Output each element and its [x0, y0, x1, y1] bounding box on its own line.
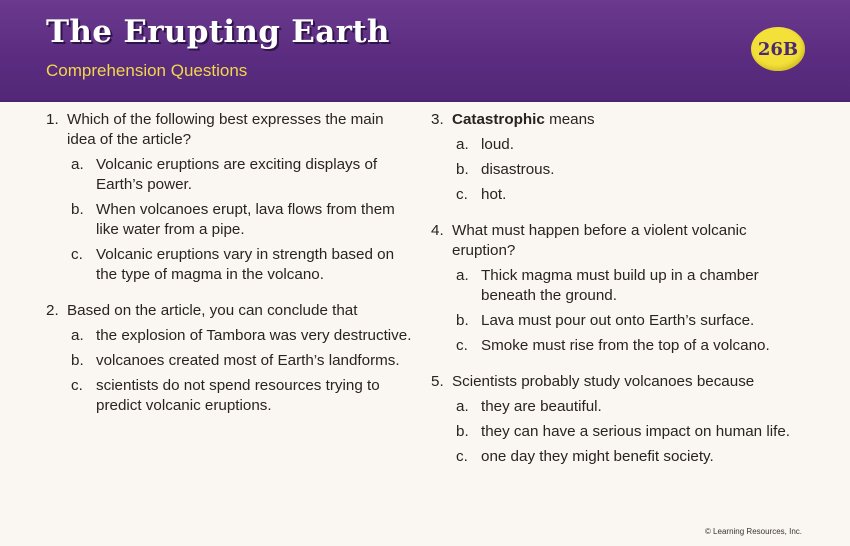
answer-option [431, 160, 811, 180]
option-letter: c. [456, 337, 468, 354]
answer-option [431, 397, 811, 417]
option-letter: b. [456, 312, 469, 329]
question-text: What must happen before a violent volcanic eruption? [452, 222, 747, 259]
option-text: the explosion of Tambora was very destructive. [96, 327, 412, 344]
option-letter: c. [71, 377, 83, 394]
option-text: When volcanoes erupt, lava flows from them like water from a pipe. [96, 201, 395, 238]
left-column [46, 110, 416, 432]
option-text: they are beautiful. [481, 398, 602, 415]
option-letter: a. [71, 327, 84, 344]
question-number: 3. [431, 111, 444, 128]
question-text: Based on the article, you can conclude that [67, 302, 358, 319]
question-number: 5. [431, 373, 444, 390]
option-text: hot. [481, 186, 507, 203]
question-text: Which of the following best expresses the main idea of the article? [67, 111, 384, 148]
answer-option [431, 447, 811, 467]
question-text [452, 110, 811, 130]
option-text: loud. [481, 136, 514, 153]
option-letter: a. [456, 136, 469, 153]
vocabulary-term: Catastrophic [452, 111, 545, 128]
option-letter: b. [71, 201, 84, 218]
copyright-notice: © Learning Resources, Inc. [704, 527, 802, 536]
answer-option [46, 351, 416, 371]
question-1 [46, 110, 416, 285]
answer-option [431, 185, 811, 205]
answer-option [46, 200, 416, 240]
answer-option [46, 245, 416, 285]
card-subtitle: Comprehension Questions [46, 61, 248, 80]
option-text: scientists do not spend resources trying to predict volcanic eruptions. [96, 377, 380, 414]
question-3 [431, 110, 811, 205]
option-letter: a. [71, 156, 84, 173]
answer-option [46, 376, 416, 416]
option-letter: b. [456, 161, 469, 178]
question-5 [431, 372, 811, 467]
answer-option [431, 135, 811, 155]
question-4 [431, 221, 811, 356]
option-letter: c. [71, 246, 83, 263]
option-text: Smoke must rise from the top of a volcano. [481, 337, 770, 354]
answer-option [46, 155, 416, 195]
option-letter: c. [456, 448, 468, 465]
question-text-after: means [544, 111, 595, 128]
answer-option [431, 266, 811, 306]
answer-option [431, 311, 811, 331]
option-letter: c. [456, 186, 468, 203]
question-2 [46, 301, 416, 416]
question-number: 4. [431, 222, 444, 239]
header-banner [0, 0, 850, 102]
card-title: The Erupting Earth [46, 14, 390, 50]
option-text: one day they might benefit society. [481, 448, 714, 465]
option-letter: a. [456, 398, 469, 415]
option-letter: b. [456, 423, 469, 440]
option-text: Volcanic eruptions vary in strength based on the type of magma in the volcano. [96, 246, 395, 283]
question-number: 2. [46, 302, 59, 319]
option-text: they can have a serious impact on human life. [481, 423, 790, 440]
option-text: Volcanic eruptions are exciting displays of Earth’s power. [96, 156, 378, 193]
option-letter: a. [456, 267, 469, 284]
question-number: 1. [46, 111, 59, 128]
answer-option [46, 326, 416, 346]
answer-option [431, 336, 811, 356]
option-text: volcanoes created most of Earth’s landforms. [96, 352, 400, 369]
option-text: disastrous. [481, 161, 555, 178]
card-number-badge: 26B [751, 27, 805, 71]
answer-option [431, 422, 811, 442]
option-letter: b. [71, 352, 84, 369]
question-text: Scientists probably study volcanoes because [452, 373, 755, 390]
option-text: Lava must pour out onto Earth’s surface. [481, 312, 755, 329]
right-column [431, 110, 811, 483]
option-text: Thick magma must build up in a chamber beneath the ground. [481, 267, 759, 304]
